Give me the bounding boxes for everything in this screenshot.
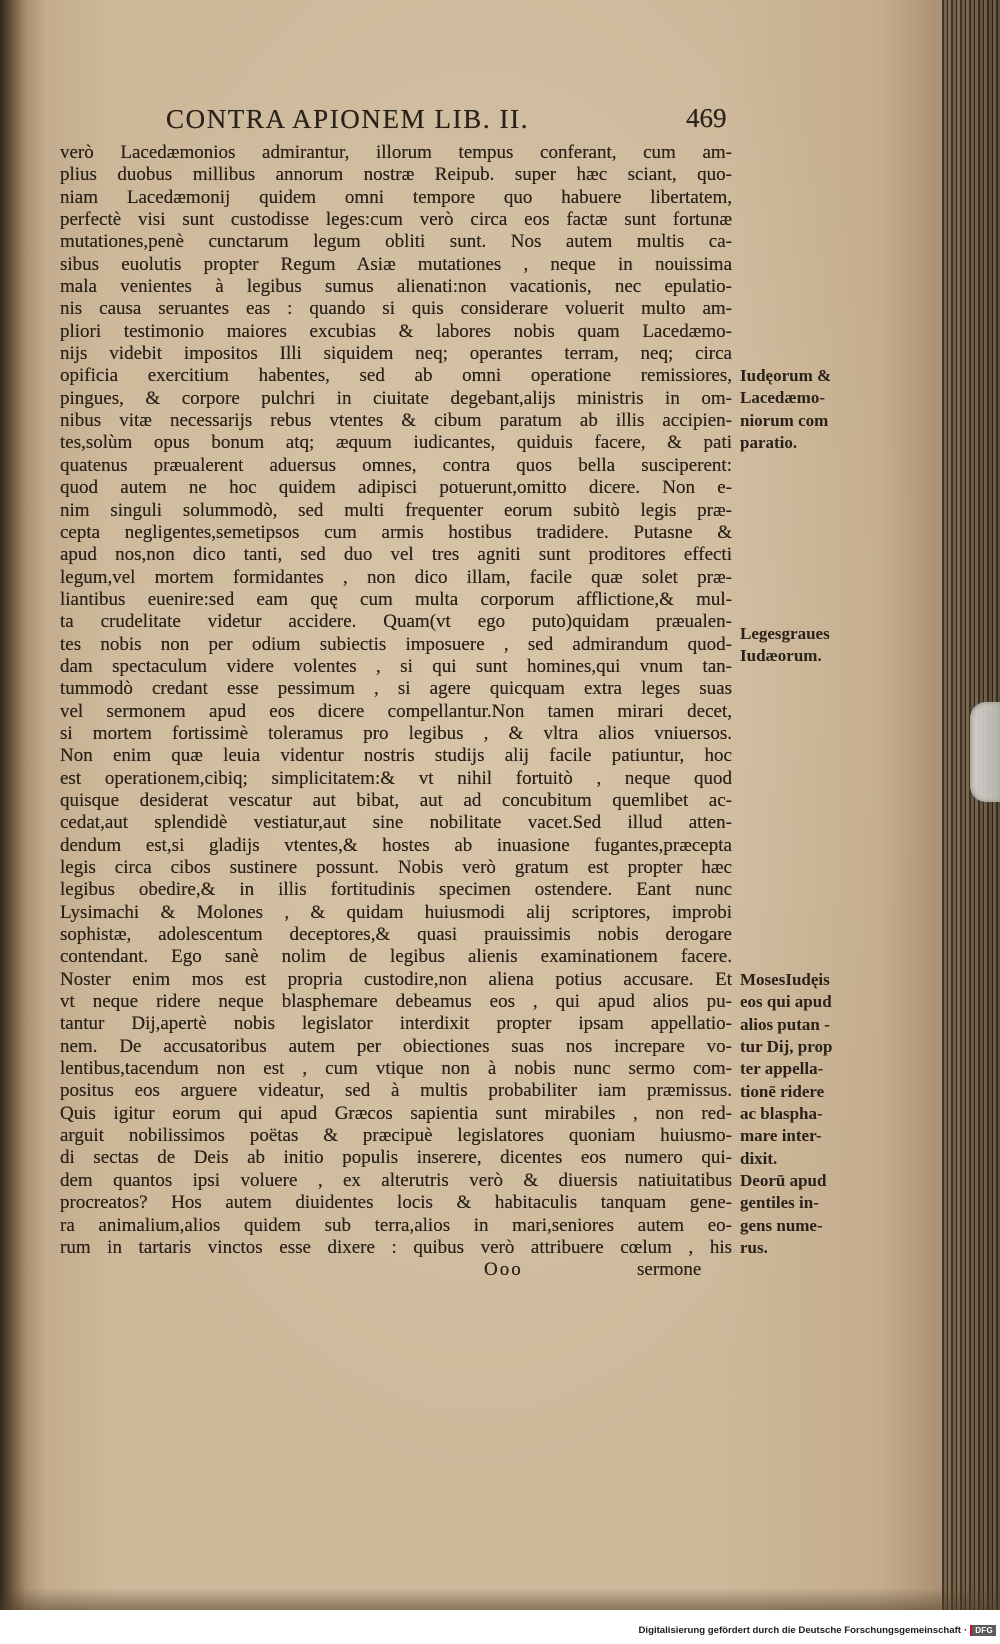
marginal-note-line: Deorū apud xyxy=(740,1171,827,1190)
text-line: quisque desiderat vescatur aut bibat, aut ad concubitum quemlibet ac- xyxy=(60,789,732,811)
text-line: est operationem,cibiq; simplicitatem:& vt nihil fortuitò , neque quod xyxy=(60,767,732,789)
text-line: vt neque ridere neque blasphemare debeamus eos , qui apud alios pu- xyxy=(60,991,732,1013)
marginal-note-line: paratio. xyxy=(740,433,798,453)
text-line: pingues, & corpore pulchri in ciuitate degebant,alijs ministris in om- xyxy=(60,387,732,409)
text-line: cedat,aut splendidè vestiatur,aut sine nobilitate vacet.Sed illud atten- xyxy=(60,812,732,834)
page-number: 469 xyxy=(686,103,727,133)
text-line: contendant. Ego sanè nolim de legibus alienis examinationem facere. xyxy=(60,946,732,968)
marginal-note-line: ac blaspha- xyxy=(740,1104,823,1124)
text-line: apud nos,non dico tanti, sed duo vel tres agniti sunt proditores effecti xyxy=(60,544,732,566)
text-line: si mortem fortissimè toleramus pro legibus , & vltra alios vniuersos. xyxy=(60,722,732,744)
marginal-note-line: rus. xyxy=(740,1238,768,1258)
text-line: plius duobus millibus annorum nostræ Reipub. super hæc sciant, quo- xyxy=(60,164,732,186)
footer-credit: Digitalisierung gefördert durch die Deutsche Forschungsgemeinschaft xyxy=(638,1625,961,1636)
text-line: quatenus præualerent aduersus omnes, contra quos bella susciperent: xyxy=(60,454,732,476)
text-line: quod autem ne hoc quidem adipisci potuerunt,omitto dicere. Non e- xyxy=(60,477,732,499)
footer-separator: · xyxy=(964,1625,968,1636)
running-head: CONTRA APIONEM LIB. II. xyxy=(166,104,530,134)
text-line: ra animalium,alios quidem sub terra,alios in mari,seniores autem eo- xyxy=(60,1214,732,1236)
marginal-note-line: Lacedæmo- xyxy=(740,388,825,408)
body-text xyxy=(60,142,732,1259)
text-line: legibus obedire,& in illis fortitudinis specimen ostendere. Eant nunc xyxy=(60,879,732,901)
marginal-note-line: alios putan - xyxy=(740,1014,830,1034)
text-line: tes,solùm opus bonum atq; æquum iudicantes, quiduis facere, & pati xyxy=(60,432,732,454)
marginal-note-laws xyxy=(740,623,890,668)
marginal-note-comparison xyxy=(740,365,890,454)
marginal-note-gods xyxy=(740,1170,890,1259)
text-line: tantur Dij,apertè nobis legislator interdixit propter ipsam appellatio- xyxy=(60,1013,732,1035)
text-line: cepta negligentes,semetipsos cum armis hostibus tradidere. Putasne & xyxy=(60,521,732,543)
text-line: Non enim quæ leuia videntur nostris studijs alij facile patiuntur, hoc xyxy=(60,745,732,767)
text-line: sibus euolutis propter Regum Asiæ mutationes , neque in nouissima xyxy=(60,253,732,275)
catchword-line xyxy=(0,1259,940,1283)
marginal-note-line: Legesgraues xyxy=(740,624,830,643)
text-line: mala venientes à legibus sumus alienati:non vacationis, nec epulatio- xyxy=(60,276,732,298)
text-line: sophistæ, adolescentum deceptores,& quasi prauissimis nobis derogare xyxy=(60,924,732,946)
text-line: pliori testimonio maiores excubias & labores nobis quam Lacedæmo- xyxy=(60,320,732,342)
text-line: legis circa cibos sustinere possunt. Nobis verò gratum est propter hæc xyxy=(60,857,732,878)
marginal-note-line: MosesIudęis xyxy=(740,970,830,989)
marginal-note-moses xyxy=(740,969,890,1170)
text-line: dem quantos ipsi voluere , ex alterutris verò & diuersis natiuitatibus xyxy=(60,1169,732,1191)
text-line: perfectè visi sunt custodisse leges:cum verò circa eos factæ sunt fortunæ xyxy=(60,209,732,231)
text-line: opificia exercitium habentes, sed ab omni operatione remissiores, xyxy=(60,365,732,387)
dfg-logo: DFG xyxy=(970,1625,996,1636)
text-line: ta crudelitate videtur accidere. Quam(vt ego puto)quidam præualen- xyxy=(60,611,732,633)
text-line: positus eos arguere videatur, sed à multis probabiliter iam præmissus. xyxy=(60,1080,732,1102)
page-edges-stack xyxy=(942,0,1000,1610)
text-line: nis causa seruantes eas : quando si quis considerare voluerit multo am- xyxy=(60,298,732,320)
text-line: liantibus euenire:sed eam quę cum multa corporum afflictione,& mul- xyxy=(60,588,732,610)
marginal-note-line: eos qui apud xyxy=(740,992,832,1012)
marginal-note-line: ter appella- xyxy=(740,1059,824,1079)
text-line: nibus vitæ necessarijs rebus vtentes & cibum paratum ab illis accipien- xyxy=(60,410,732,432)
text-line: niam Lacedæmonij quidem omni tempore quo habuere libertatem, xyxy=(60,186,732,208)
text-line: legum,vel mortem formidantes , non dico illam, facile quæ solet præ- xyxy=(60,566,732,588)
text-line: Quis igitur eorum qui apud Græcos sapientia sunt mirabiles , non red- xyxy=(60,1102,732,1124)
marginal-note-line: mare inter- xyxy=(740,1126,822,1146)
marginal-note-line: Iudęorum & xyxy=(740,366,832,385)
digitization-footer xyxy=(638,1625,996,1636)
marginal-note-line: tionē ridere xyxy=(740,1081,825,1101)
text-line: Noster enim mos est propria custodire,non aliena potius accusare. Et xyxy=(60,968,732,990)
text-line: mutationes,penè cunctarum legum obliti sunt. Nos autem multis ca- xyxy=(60,231,732,253)
text-line: di sectas de Deis ab initio populis inserere, dicentes eos numero qui- xyxy=(60,1147,732,1169)
text-line: Lysimachi & Molones , & quidam huiusmodi alij scriptores, improbi xyxy=(60,901,732,923)
text-line: tes nobis non per odium subiectis imposuere , sed admirandum quod- xyxy=(60,633,732,655)
text-line: arguit nobilissimos poëtas & præcipuè legislatores quoniam huiusmo- xyxy=(60,1125,732,1147)
text-line: procreatos? Hos autem diuidentes locis & habitaculis tanquam gene- xyxy=(60,1192,732,1214)
text-line: tummodò credant esse pessimum , si agere quicquam extra leges suas xyxy=(60,678,732,700)
text-line: nim singuli solummodò, sed multi frequenter eorum subitò legis præ- xyxy=(60,499,732,521)
text-line: rum in tartaris vinctos esse dixere : quibus verò attribuere cœlum , his xyxy=(60,1236,732,1258)
text-line: dam spectaculum videre volentes , si qui sunt homines,qui vnum tan- xyxy=(60,655,732,677)
marginal-note-line: gens nume- xyxy=(740,1215,823,1235)
text-line: nem. De accusatoribus autem per obiectiones suas nos increpare vo- xyxy=(60,1035,732,1057)
text-line: nijs videbit impositos Illi siquidem neq; operantes terram, neq; circa xyxy=(60,343,732,365)
page-clip xyxy=(970,702,1000,802)
marginal-note-line: gentiles in- xyxy=(740,1193,819,1213)
text-line: verò Lacedæmonios admirantur, illorum tempus conferant, cum am- xyxy=(60,142,732,163)
text-line: dendum est,si gladijs vtentes,& hostes ab inuasione fugantes,præcepta xyxy=(60,834,732,856)
marginal-note-line: Iudæorum. xyxy=(740,646,822,666)
text-line: vel sermonem apud eos dicere compellantur.Non tamen mirari decet, xyxy=(60,700,732,722)
marginal-note-line: dixit. xyxy=(740,1148,778,1168)
marginal-note-line: niorum com xyxy=(740,410,829,430)
text-line: lentibus,tacendum non est , cum vtique non à nobis nunc sermo com- xyxy=(60,1058,732,1080)
signature-mark: Ooo xyxy=(484,1259,523,1280)
marginal-note-line: tur Dij, prop xyxy=(740,1037,833,1057)
catchword: sermone xyxy=(637,1259,702,1280)
